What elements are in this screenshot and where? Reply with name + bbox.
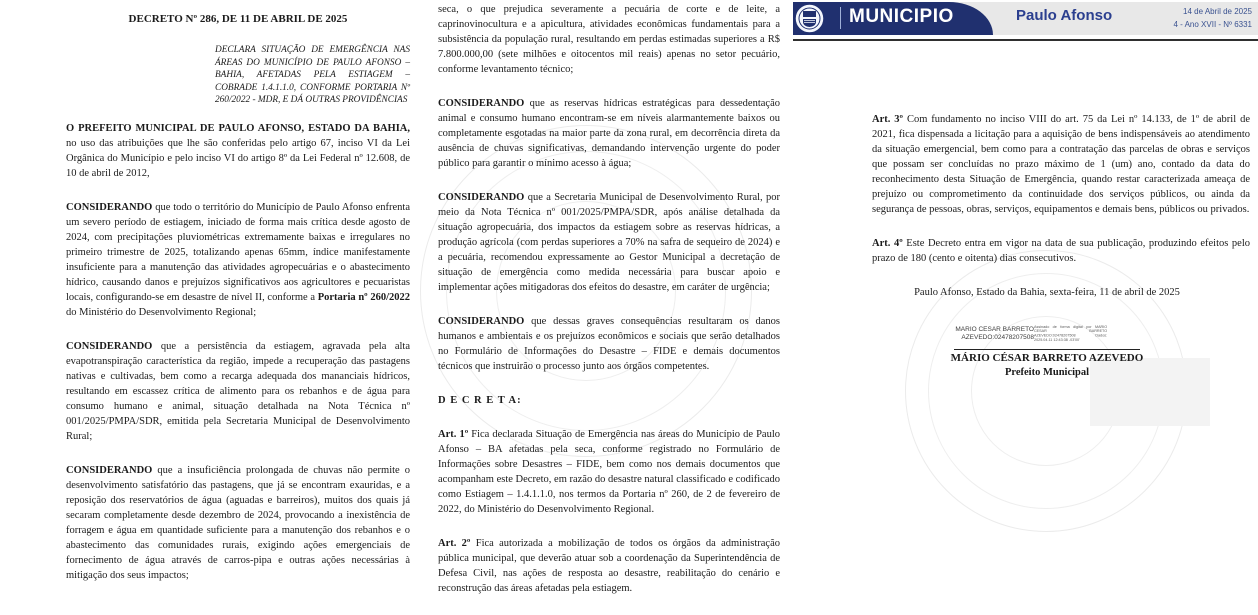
considerando-1-text: que todo o território do Município de Paulo Afonso enfrenta um severo período de estiagem, iniciado de forma mais crítica desde agosto de 2024, com precipitações pluviométricas extremamente baixas e irregulares no primeiro trimestre de 2025, totalizando apenas 65mm, índice manifestamente insuficiente para a manutenção das atividades agropecuárias e o abastecimento hídrico, causando danos e prejuízos significativos aos agricultores e pecuaristas locais, configurando-se em desastre de nível II, conforme a [66,201,410,303]
header-separator [840,7,841,29]
digital-signature-stamp [872,320,1222,348]
article-3 [872,112,1250,217]
signer-name: MÁRIO CÉSAR BARRETO AZEVEDO [950,352,1144,364]
header-city-name: Paulo Afonso [1016,7,1113,24]
continued-paragraph: seca, o que prejudica severamente a pecuária de corte e de leite, a caprinovinocultura e a apicultura, atividades econômicas fundamentais para a subsistência da população rural, resultando em perdas estimadas superiores a R$ 7.800.000,00 (sete milhões e oitocentos mil reais) apenas no setor pecuário, conforme levantamento técnico; [438,4,780,75]
considerando-2-text: que a persistência da estiagem, agravada pela alta evapotranspiração característica da região, impede a recuperação das pastagens nativas e cultivadas, bem como a recarga adequada dos mananciais hídricos, resultando em escassez crítica de alimento para os rebanhos e de água para consumo humano e animal, situação detalhada na Nota Técnica nº 001/2025/PMPA/SDR, emitida pela Secretaria Municipal de Desenvolvimento Rural; [66,340,410,442]
stamp-certificate-details: Assinado de forma digital por MARIO CESAR BARRETO AZEVEDO:02478207508 Dados: 2025.04.11 12:43:38 -03'00' [1034,325,1108,343]
preamble-lead: O PREFEITO MUNICIPAL DE PAULO AFONSO, ESTADO DA BAHIA, [66,122,410,134]
considerando-3-lead: CONSIDERANDO [66,464,153,476]
considerando-6-text: que dessas graves consequências resultaram os danos humanos e ambientais e os prejuízos econômicos e sociais que serão detalhados no Formulário de Informações do Desastre – FIDE e demais documentos técnicos que instruirão o processo junto aos órgãos competentes. [438,316,780,372]
header-rule [793,39,1258,41]
article-4-lead: Art. 4º [872,238,903,249]
decreta-heading: D E C R E T A: [438,395,522,406]
decree-epigraph: DECLARA SITUAÇÃO DE EMERGÊNCIA NAS ÁREAS DO MUNICÍPIO DE PAULO AFONSO – BAHIA, AFETADAS PELA ESTIAGEM – COBRADE 1.4.1.1.0, CONFORME PORTARIA Nº 260/2022 - MDR, E DÁ OUTRAS PROVIDÊNCIAS [215,45,410,106]
header-meta [1173,6,1252,31]
article-1-text: Fica declarada Situação de Emergência nas áreas do Município de Paulo Afonso – BA afetadas pela seca, conforme registrado no Formulário de Informações sobre Desastres – FIDE, bem como nos demais documentos que acompanham este Decreto, em razão do desastre natural classificado e codificado como Estiagem – 1.4.1.1.0, nos termos da Portaria nº 260, de 2 de fevereiro de 2022, do Ministério do Desenvolvimento Regional. [438,429,780,515]
article-2-lead: Art. 2º [438,538,471,549]
considerando-1-lead: CONSIDERANDO [66,201,153,213]
municipal-crest-icon [794,3,825,34]
considerando-5 [438,190,780,295]
considerando-2 [66,339,410,444]
header-brand: MUNICIPIO [849,6,954,27]
preamble-text: no uso das atribuições que lhe são conferidas pelo artigo 67, inciso VI da Lei Orgânica do Município e pelo inciso VI do artigo 8º da Lei Federal nº 12.608, de 10 de abril de 2012, [66,137,410,179]
considerando-3 [66,463,410,583]
article-3-text: Com fundamento no inciso VIII do art. 75 da Lei nº 14.133, de 1º de abril de 2021, fica dispensada a licitação para a aquisição de bens indispensáveis ao atendimento da situação emergencial, bem como para a contratação das parcelas de obras e serviços que possam ser concluídas no prazo máximo de 1 (um) ano, contado da data do reconhecimento desta Situação de Emergência, quando restar caracterizada ameaça de prejuízo ou comprometimento da continuidade dos serviços públicos, ou ainda da segurança de pessoas, obras, serviços, equipamentos e demais bens, públicos ou privados. [872,114,1250,215]
article-2 [438,536,780,596]
article-1 [438,427,780,517]
considerando-3-text: que a insuficiência prolongada de chuvas não permite o desenvolvimento satisfatório das pastagens, que já se encontram exauridas, e a reposição dos reservatórios de água (aguadas e barreiros), muitos dos quais já secaram completamente desde dezembro de 2024, provocando a inexistência de forragem e água em quantidade suficiente para a manutenção dos rebanhos e o abastecimento das comunidades rurais, exigindo ações emergenciais de fornecimento de água através de carros-pipa e outras ações necessárias à mitigação dos seus impactos; [66,464,410,581]
considerando-4-text: que as reservas hídricas estratégicas para dessedentação animal e consumo humano encontram-se em níveis alarmantemente baixos ou completamente esgotadas na maior parte da zona rural, em decorrência direta da ausência de chuvas significativas, demandando intervenção urgente do poder público para garantir o mínimo acesso à água; [438,98,780,169]
considerando-5-lead: CONSIDERANDO [438,192,525,203]
article-1-lead: Art. 1º [438,429,469,440]
decree-column-2 [438,2,780,615]
header-edition: 4 - Ano XVII - Nº 6331 [1173,19,1252,29]
considerando-1 [66,200,410,320]
article-4-text: Este Decreto entra em vigor na data de sua publicação, produzindo efeitos pelo prazo de 180 (cento e oitenta) dias consecutivos. [872,238,1250,264]
signer-role: Prefeito Municipal [1004,367,1090,378]
considerando-6 [438,314,780,374]
decree-column-1 [66,0,410,602]
considerando-1-bold-ref: Portaria nº 260/2022 [317,291,410,303]
considerando-6-lead: CONSIDERANDO [438,316,525,327]
decree-title: DECRETO Nº 286, DE 11 DE ABRIL DE 2025 [128,13,348,25]
decree-preamble [66,121,410,181]
decree-column-3 [872,112,1250,380]
considerando-4-lead: CONSIDERANDO [438,98,525,109]
place-date-line: Paulo Afonso, Estado da Bahia, sexta-feira, 11 de abril de 2025 [914,287,1180,298]
crest-svg [794,3,825,34]
considerando-1-text-2: do Ministério do Desenvolvimento Regional; [66,306,257,318]
header-navy-band [793,2,993,35]
article-4 [872,236,1250,266]
signature-line [954,349,1140,350]
considerando-5-text: que a Secretaria Municipal de Desenvolvimento Rural, por meio da Nota Técnica nº 001/2025/PMPA/SDR, após análise detalhada da situação agropecuária, dos impactos da estiagem sobre as reservas hídricas, a produção agrícola (com perdas superiores a 70% na safra de sequeiro de 2024) e a pecuária, recomendou expressamente ao Gestor Municipal a decretação de situação de emergência como medida necessária para buscar apoio e implementar ações mitigadoras dos efeitos do desastre, em caráter de urgência; [438,192,780,293]
article-2-text: Fica autorizada a mobilização de todos os órgãos da administração pública municipal, que deverão atuar sob a coordenação da Superintendência de Defesa Civil, nas ações de resposta ao desastre, reabilitação do cenário e reconstrução das áreas afetadas pela estiagem. [438,538,780,594]
stamp-signer-name: MARIO CESAR BARRETO AZEVEDO:02478207508 [955,326,1034,341]
article-3-lead: Art. 3º [872,114,904,125]
considerando-4 [438,96,780,171]
considerando-2-lead: CONSIDERANDO [66,340,153,352]
header-date: 14 de Abril de 2025 [1183,7,1252,16]
gazette-header [793,2,1258,35]
